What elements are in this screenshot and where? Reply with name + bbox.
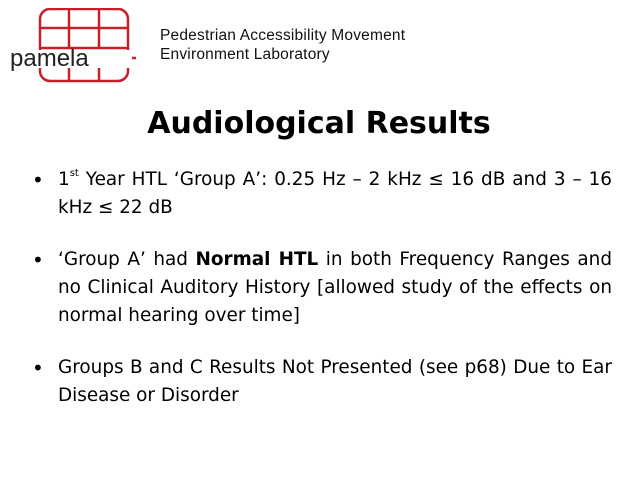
bullet-2-bold: Normal HTL <box>195 249 319 270</box>
lab-name-line2: Environment Laboratory <box>160 46 330 63</box>
bullet-2-after: in both Frequency Ranges and no Clinical Auditory History [allowed study of the effects on normal hearing over time] <box>58 249 612 326</box>
bullet-item-groups-bc <box>32 354 612 410</box>
page-title: Audiological Results <box>147 106 491 141</box>
lab-name-line1: Pedestrian Accessibility Movement <box>160 27 406 44</box>
bullet-1-prefix: 1 <box>58 169 70 190</box>
lab-name <box>160 26 405 64</box>
bullet-1-sup: st <box>69 168 79 179</box>
bullet-item-group-a <box>32 246 612 330</box>
bullet-3-text: Groups B and C Results Not Presented (see p68) Due to Ear Disease or Disorder <box>58 357 612 406</box>
logo-wordmark: pamela <box>10 45 89 72</box>
bullet-1-text: Year HTL ‘Group A’: 0.25 Hz – 2 kHz ≤ 16 dB and 3 – 16 kHz ≤ 22 dB <box>58 169 612 218</box>
pamela-grid-graphic <box>6 8 156 86</box>
pamela-logo <box>6 8 156 86</box>
bullet-item-year-htl <box>32 166 612 222</box>
bullet-2-before: ‘Group A’ had <box>58 249 196 270</box>
bullet-list <box>32 166 612 410</box>
